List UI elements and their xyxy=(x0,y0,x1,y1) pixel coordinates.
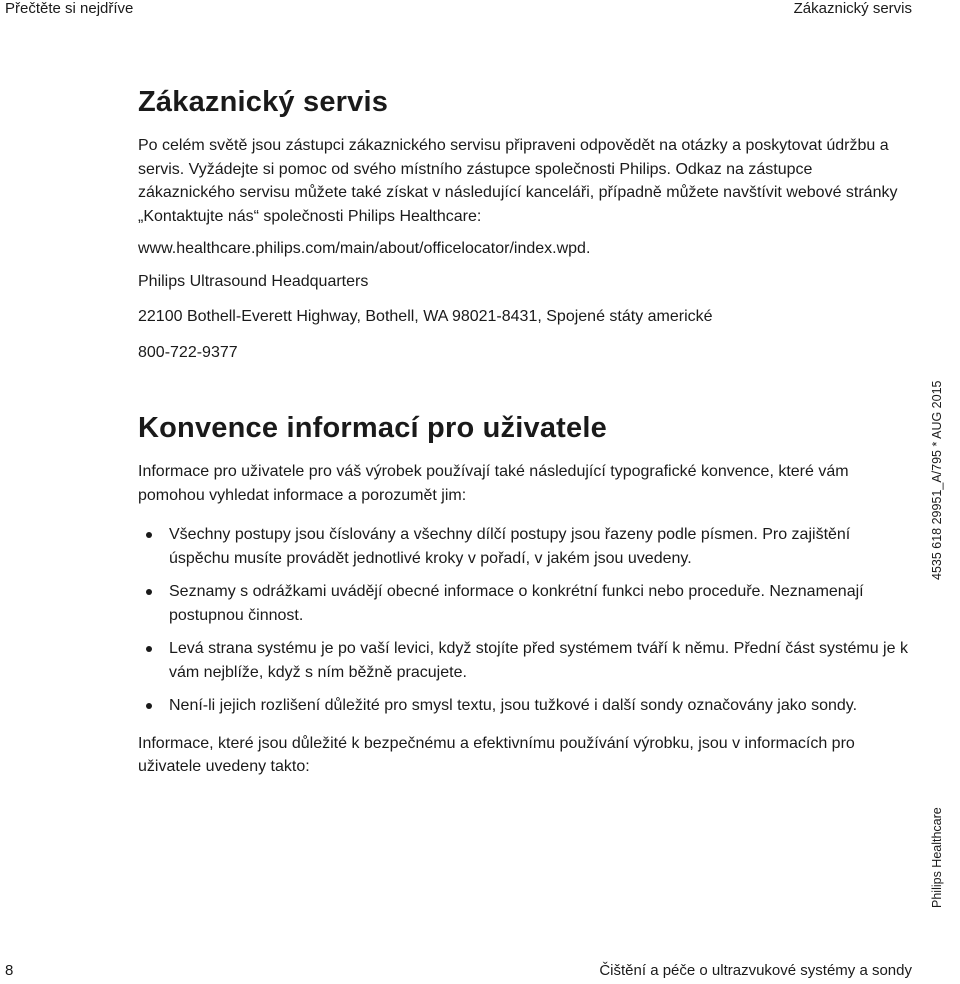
list-item xyxy=(138,637,908,684)
list-item xyxy=(138,580,908,627)
conventions-bullet-list xyxy=(138,523,908,718)
section-title-conventions: Konvence informací pro uživatele xyxy=(138,412,607,444)
conventions-closing-paragraph: Informace, které jsou důležité k bezpečnému a efektivnímu používání výrobku, jsou v informacích pro uživatele uvedeny takto: xyxy=(138,734,855,775)
bullet-icon xyxy=(146,589,152,595)
running-header xyxy=(0,0,912,22)
list-item-text: Levá strana systému je po vaší levici, když stojíte před systémem tváří k němu. Přední část systému je k vám nejblíže, když s ním běžně pracujete. xyxy=(169,640,908,681)
service-intro-paragraph: Po celém světě jsou zástupci zákaznického servisu připraveni odpovědět na otázky a poskytovat údržbu a servis. Vyžádejte si pomoc od svého místního zástupce společnosti Philips. Odkaz na zástupce zákaznického servisu můžete také získat v následující kanceláři, případně můžete navštívit webové stránky „Kontaktujte nás“ společnosti Philips Healthcare: xyxy=(138,137,898,225)
header-section-title: Zákaznický servis xyxy=(793,0,912,17)
bullet-icon xyxy=(146,703,152,709)
footer-document-title: Čištění a péče o ultrazvukové systémy a sondy xyxy=(599,962,912,979)
list-item-text: Seznamy s odrážkami uvádějí obecné informace o konkrétní funkci nebo proceduře. Neznamenají postupnou činnost. xyxy=(169,583,864,624)
list-item-text: Není-li jejich rozlišení důležité pro smysl textu, jsou tužkové i další sondy označovány jako sondy. xyxy=(169,697,858,714)
section-user-info-conventions xyxy=(138,408,908,779)
running-footer xyxy=(0,962,912,984)
conventions-intro-paragraph: Informace pro uživatele pro váš výrobek používají také následující typografické konvence, které vám pomohou vyhledat informace a porozumět jim: xyxy=(138,463,849,504)
list-item xyxy=(138,523,908,570)
section-customer-service xyxy=(138,82,908,364)
office-name: Philips Ultrasound Headquarters xyxy=(138,272,369,290)
bullet-icon xyxy=(146,646,152,652)
side-brand-name: Philips Healthcare xyxy=(930,807,944,908)
office-phone: 800-722-9377 xyxy=(138,343,238,361)
office-locator-url[interactable]: www.healthcare.philips.com/main/about/officelocator/index.wpd. xyxy=(138,240,591,257)
page-number: 8 xyxy=(5,962,14,979)
header-chapter-title: Přečtěte si nejdříve xyxy=(5,0,134,17)
bullet-icon xyxy=(146,532,152,538)
section-title-customer-service: Zákaznický servis xyxy=(138,86,389,118)
office-address: 22100 Bothell-Everett Highway, Bothell, WA 98021-8431, Spojené státy americké xyxy=(138,308,713,325)
list-item-text: Všechny postupy jsou číslovány a všechny dílčí postupy jsou řazeny podle písmen. Pro zajištění úspěchu musíte provádět jednotlivé kroky v pořadí, v jakém jsou uvedeny. xyxy=(169,526,851,567)
list-item xyxy=(138,694,908,718)
side-document-code: 4535 618 29951_A/795 * AUG 2015 xyxy=(930,380,944,580)
